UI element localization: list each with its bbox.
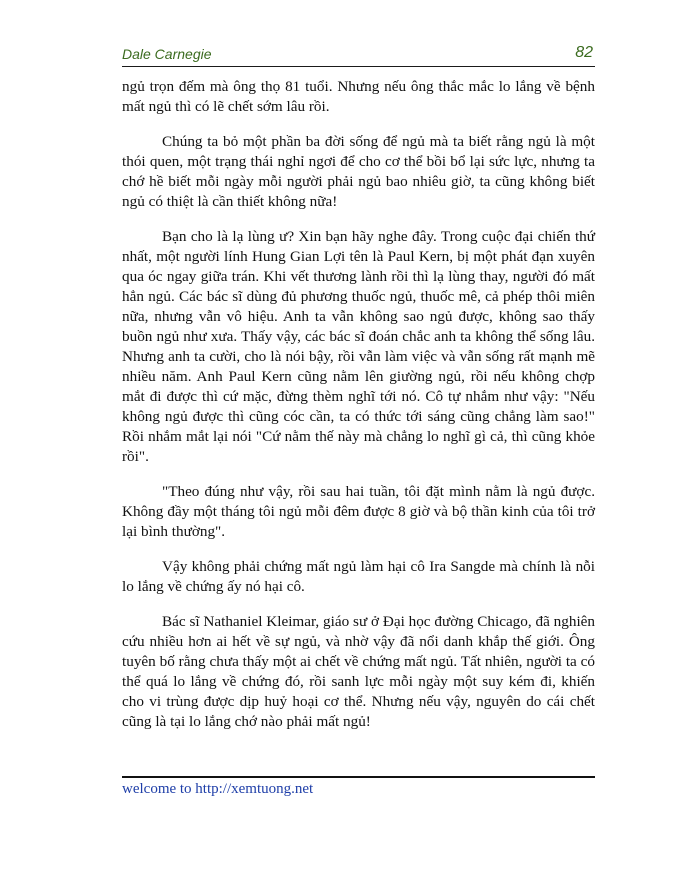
- header-author: Dale Carnegie: [122, 46, 212, 62]
- body-text: [122, 77, 595, 747]
- paragraph-5: Vậy không phải chứng mất ngủ làm hại cô Ira Sangde mà chính là nỗi lo lắng về chứng ấy nó hại cô.: [122, 558, 595, 595]
- paragraph-4: "Theo đúng như vậy, rồi sau hai tuần, tôi đặt mình nằm là ngủ được. Không đầy một tháng tôi ngủ mỗi đêm được 8 giờ và bộ thần kinh của tôi trở lại bình thường".: [122, 483, 595, 540]
- paragraph-2: Chúng ta bỏ một phần ba đời sống để ngủ mà ta biết rằng ngủ là một thói quen, một trạng thái nghỉ ngơi để cho cơ thể bồi bổ lại sức lực, nhưng ta chớ hề biết mỗi ngày mỗi người phải ngủ bao nhiêu giờ, ta cũng không biết ngủ có thiệt là cần thiết không nữa!: [122, 133, 595, 210]
- footer-divider: [122, 776, 595, 778]
- paragraph-6: Bác sĩ Nathaniel Kleimar, giáo sư ở Đại học đường Chicago, đã nghiên cứu nhiều hơn ai hết về sự ngủ, và nhờ vậy đã nổi danh khắp thế giới. Ông tuyên bố rằng chưa thấy một ai chết về chứng mất ngủ. Tất nhiên, người ta có thể quá lo lắng về chứng đó, rồi sanh lực mỗi ngày một suy kém đi, khiến cho vi trùng được dịp huỷ hoại cơ thể. Nhưng nếu vậy, nguyên do cái chết cũng là tại lo lắng chớ nào phải mất ngủ!: [122, 613, 595, 730]
- footer-website-link[interactable]: welcome to http://xemtuong.net: [122, 781, 314, 797]
- page-number: 82: [575, 44, 593, 61]
- page-header: [122, 44, 595, 67]
- paragraph-1: ngủ trọn đếm mà ông thọ 81 tuổi. Nhưng nếu ông thắc mắc lo lắng về bệnh mất ngủ thì có lẽ chết sớm lâu rồi.: [122, 78, 595, 115]
- paragraph-3: Bạn cho là lạ lùng ư? Xin bạn hãy nghe đây. Trong cuộc đại chiến thứ nhất, một người lính Hung Gian Lợi tên là Paul Kern, bị một phát đạn xuyên qua óc ngay giữa trán. Khi vết thương lành rồi thì lạ lùng thay, người đó mất hẳn ngủ. Các bác sĩ dùng đủ phương thuốc ngủ, thuốc mê, cả phép thôi miên nữa, nhưng vẫn vô hiệu. Anh ta vẫn không sao ngủ được, không sao thấy buồn ngủ như xưa. Thấy vậy, các bác sĩ đoán chắc anh ta không thể sống lâu. Nhưng anh ta cười, cho là nói bậy, rồi vẫn làm việc và vẫn sống rất mạnh mẽ nhiều năm. Anh Paul Kern cũng nằm lên giường ngủ, rồi nếu không chợp mắt đi được thì cứ mặc, đừng thèm nghĩ tới nó. Cô tự nhắm như vậy: "Nếu không ngủ được thì cũng cóc cần, ta có thức tới sáng cũng chẳng làm sao!" Rồi nhắm mắt lại nói "Cứ nằm thế này mà chẳng lo nghĩ gì cả, thì cũng khỏe rồi".: [122, 228, 595, 465]
